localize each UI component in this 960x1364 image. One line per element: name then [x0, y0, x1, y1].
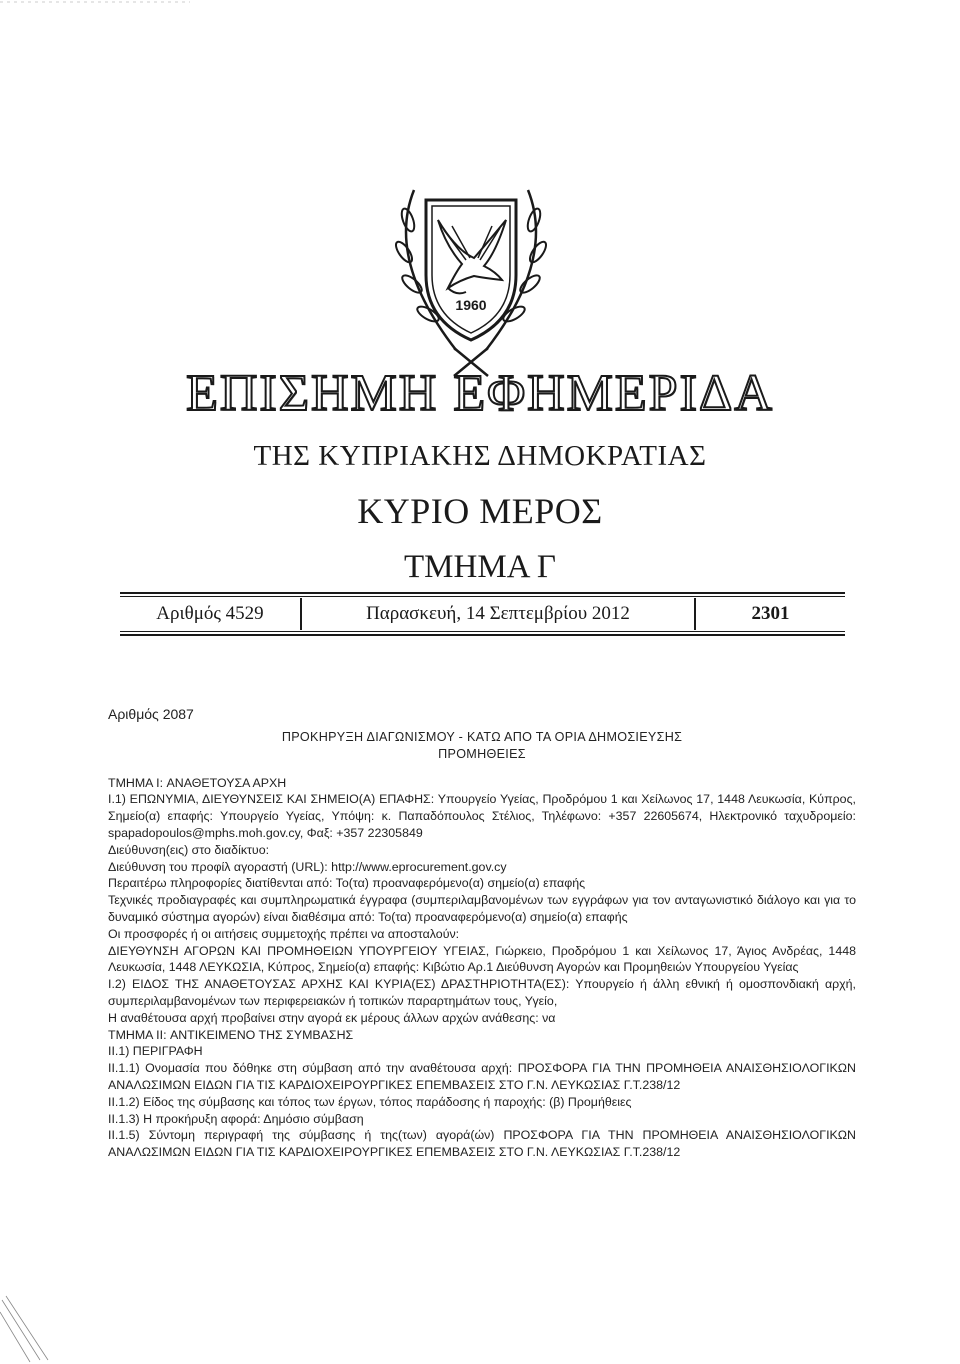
coat-of-arms-icon: [356, 180, 586, 380]
section-heading: ΤΜΗΜΑ I: ΑΝΑΘΕΤΟΥΣΑ ΑΡΧΗ: [108, 775, 287, 790]
paragraph: Τεχνικές προδιαγραφές και συμπληρωματικά έγγραφα (συμπεριλαμβανομένων των εγγράφων για τον ανταγωνιστικό διάλογο και για το δυναμικό σύστημα αγορών) είναι διαθέσιμα από: Το(τα) προαναφερόμενο(α) σημείο(α) επαφής: [108, 893, 856, 924]
notice-number: Αριθμός 2087: [108, 706, 194, 722]
paragraph: II.1.1) Ονομασία που δόθηκε στη σύμβαση από την αναθέτουσα αρχή: ΠΡΟΣΦΟΡΑ ΓΙΑ ΤΗΝ ΠΡΟΜΗΘΕΙΑ ΑΝΑΙΣΘΗΣΙΟΛΟΓΙΚΩΝ ΑΝΑΛΩΣΙΜΩΝ ΕΙΔΩΝ ΓΙΑ ΤΙΣ ΚΑΡΔΙΟΧΕΙΡΟΥΡΓΙΚΕΣ ΕΠΕΜΒΑΣΕΙΣ ΣΤΟ Γ.Ν. ΛΕΥΚΩΣΙΑΣ Γ.Τ.238/12: [108, 1061, 856, 1092]
issue-bar-bottom-rule-thin: [120, 631, 845, 632]
issue-number: Αριθμός 4529: [156, 603, 264, 624]
section-heading: ΤΜΗΜΑ II: ΑΝΤΙΚΕΙΜΕΝΟ ΤΗΣ ΣΥΜΒΑΣΗΣ: [108, 1027, 354, 1042]
notice-subheading: ΠΡΟΜΗΘΕΙΕΣ: [438, 746, 526, 761]
paragraph: Περαιτέρω πληροφορίες διατίθενται από: Το(τα) προαναφερόμενο(α) σημείο(α) επαφής: [108, 876, 586, 891]
gazette-part: ΚΥΡΙΟ ΜΕΡΟΣ: [357, 491, 603, 531]
paragraph: I.2) ΕΙΔΟΣ ΤΗΣ ΑΝΑΘΕΤΟΥΣΑΣ ΑΡΧΗΣ ΚΑΙ ΚΥΡΙΑ(ΕΣ) ΔΡΑΣΤΗΡΙΟΤΗΤΑ(ΕΣ): Υπουργείο ή άλλη εθνική ή ομοσπονδιακή αρχή, συμπεριλαμβανομένων των περιφερειακών ή τοπικών παραρτημάτων τους, Υγείο,: [108, 977, 856, 1008]
paragraph: II.1.3) Η προκήρυξη αφορά: Δημόσιο σύμβαση: [108, 1111, 364, 1126]
scan-artifact-icon: [0, 0, 200, 6]
issue-bar-top-rule: [120, 592, 845, 594]
subsection-heading: II.1) ΠΕΡΙΓΡΑΦΗ: [108, 1044, 203, 1059]
paragraph: II.1.2) Είδος της σύμβασης και τόπος των έργων, τόπος παράδοσης ή παροχής: (β) Προμήθειες: [108, 1094, 632, 1109]
issue-bar-bottom-rule: [120, 634, 845, 636]
notice-body: [108, 705, 856, 1161]
issue-date: Παρασκευή, 14 Σεπτεμβρίου 2012: [366, 603, 630, 624]
scan-artifact-icon: [0, 1290, 60, 1364]
gazette-section: ΤΜΗΜΑ Γ: [403, 549, 556, 585]
paragraph: Διεύθυνση του προφίλ αγοραστή (URL): http://www.eprocurement.gov.cy: [108, 859, 507, 874]
paragraph: Η αναθέτουσα αρχή προβαίνει στην αγορά εκ μέρους άλλων αρχών ανάθεσης: να: [108, 1010, 556, 1025]
paragraph: Οι προσφορές ή οι αιτήσεις συμμετοχής πρέπει να αποσταλούν:: [108, 926, 460, 941]
paragraph: Διεύθυνση(εις) στο διαδίκτυο:: [108, 842, 270, 857]
gazette-subtitle: ΤΗΣ ΚΥΠΡΙΑΚΗΣ ΔΗΜΟΚΡΑΤΙΑΣ: [253, 440, 707, 472]
notice-heading: ΠΡΟΚΗΡΥΞΗ ΔΙΑΓΩΝΙΣΜΟΥ - ΚΑΤΩ ΑΠΟ ΤΑ ΟΡΙΑ ΔΗΜΟΣΙΕΥΣΗΣ: [281, 730, 683, 744]
gazette-title: ΕΠΙΣΗΜΗ ΕΦΗΜΕΡΙΔΑ: [186, 365, 774, 422]
paragraph: I.1) ΕΠΩΝΥΜΙΑ, ΔΙΕΥΘΥΝΣΕΙΣ ΚΑΙ ΣΗΜΕΙΟ(Α) ΕΠΑΦΗΣ: Υπουργείο Υγείας, Προδρόμου 1 και Χείλωνος 17, 1448 Λευκωσία, Κύπρος, Σημείο(α) επαφής: Υπουργείο Υγείας, Υπόψη: κ. Παπαδόπουλος Στέλιος, Τηλέφωνο: +357 22605674, Ηλεκτρονικό ταχυδρομείο: spapadopoulos@mphs.moh.gov.cy, Φαξ: +357 22305849: [108, 792, 856, 840]
page-number: 2301: [751, 603, 790, 624]
issue-bar-top-rule-thin: [120, 596, 845, 597]
paragraph: II.1.5) Σύντομη περιγραφή της σύμβασης ή της(των) αγορά(ών) ΠΡΟΣΦΟΡΑ ΓΙΑ ΤΗΝ ΠΡΟΜΗΘΕΙΑ ΑΝΑΙΣΘΗΣΙΟΛΟΓΙΚΩΝ ΑΝΑΛΩΣΙΜΩΝ ΕΙΔΩΝ ΓΙΑ ΤΙΣ ΚΑΡΔΙΟΧΕΙΡΟΥΡΓΙΚΕΣ ΕΠΕΜΒΑΣΕΙΣ ΣΤΟ Γ.Ν. ΛΕΥΚΩΣΙΑΣ Γ.Τ.238/12: [108, 1128, 856, 1160]
emblem-year: 1960: [455, 297, 487, 313]
paragraph: ΔΙΕΥΘΥΝΣΗ ΑΓΟΡΩΝ ΚΑΙ ΠΡΟΜΗΘΕΙΩΝ ΥΠΟΥΡΓΕΙΟΥ ΥΓΕΙΑΣ, Γιώρκειο, Προδρόμου 1 και Χείλωνος 17, Άγιος Ανδρέας, 1448 Λευκωσία, 1448 ΛΕΥΚΩΣΙΑ, Κύπρος, Σημείο(α) επαφής: Κιβώτιο Αρ.1 Διεύθυνση Αγορών και Προμηθειών Υπουργείου Υγείας: [108, 943, 856, 975]
